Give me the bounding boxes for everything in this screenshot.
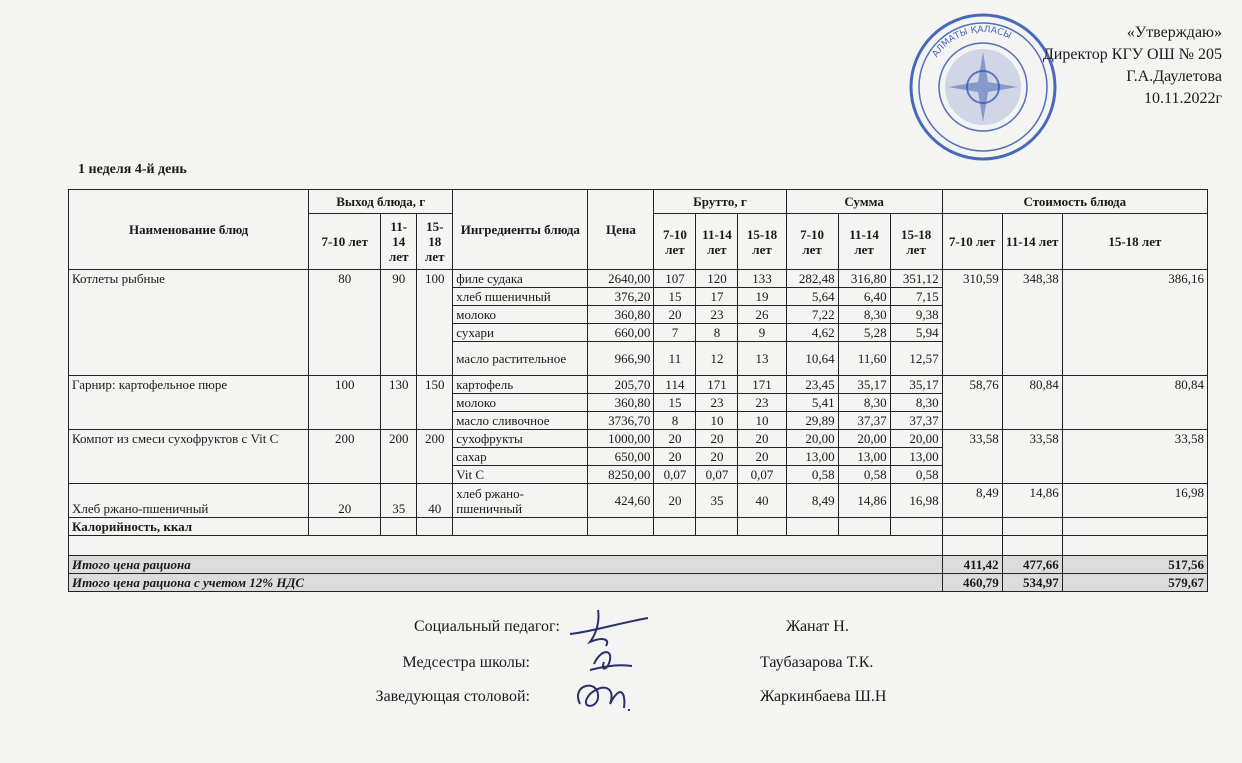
signature-role: Социальный педагог:: [413, 618, 560, 635]
ingredient-price: 8250,00: [588, 466, 654, 484]
dish-cost: 33,58: [1062, 430, 1207, 484]
header-sum-age-3: 15-18 лет: [890, 214, 942, 270]
ingredient-sum: 9,38: [890, 306, 942, 324]
dish-output: 200: [417, 430, 453, 484]
ingredient-gross: 171: [696, 376, 738, 394]
dish-name: Гарнир: картофельное пюре: [69, 376, 309, 430]
header-output-age-1: 7-10 лет: [309, 214, 381, 270]
ingredient-sum: 23,45: [786, 376, 838, 394]
ingredient-gross: 10: [738, 412, 786, 430]
approval-block: [962, 22, 1222, 110]
ingredient-gross: 120: [696, 270, 738, 288]
ingredient-name: хлеб пшеничный: [453, 288, 588, 306]
ingredient-name: филе судака: [453, 270, 588, 288]
empty-cell: [738, 518, 786, 536]
ingredient-sum: 37,37: [838, 412, 890, 430]
ingredient-name: сухофрукты: [453, 430, 588, 448]
signature-mark-icon: [560, 674, 650, 718]
ingredient-sum: 351,12: [890, 270, 942, 288]
table-row: [69, 484, 1208, 518]
total-row: [69, 574, 1208, 592]
ingredient-gross: 13: [738, 342, 786, 376]
ingredient-sum: 8,30: [890, 394, 942, 412]
signature-row: [0, 688, 1242, 720]
dish-output: 90: [381, 270, 417, 376]
ingredient-gross: 23: [696, 306, 738, 324]
ingredient-gross: 11: [654, 342, 696, 376]
ingredient-price: 2640,00: [588, 270, 654, 288]
empty-cell: [1002, 518, 1062, 536]
ingredient-price: 205,70: [588, 376, 654, 394]
ingredient-gross: 171: [738, 376, 786, 394]
ingredient-name: Vit C: [453, 466, 588, 484]
dish-name: Хлеб ржано-пшеничный: [69, 484, 309, 518]
dish-output: 35: [381, 484, 417, 518]
ingredient-gross: 8: [654, 412, 696, 430]
calories-row: [69, 518, 1208, 536]
ingredient-gross: 107: [654, 270, 696, 288]
empty-cell: [942, 536, 1002, 556]
dish-output: 20: [309, 484, 381, 518]
ingredient-sum: 0,58: [890, 466, 942, 484]
ingredient-price: 360,80: [588, 306, 654, 324]
ingredient-gross: 17: [696, 288, 738, 306]
table-row: [69, 376, 1208, 394]
approval-line-4: 10.11.2022г: [1144, 90, 1222, 107]
week-label: 1 неделя 4-й день: [78, 162, 187, 177]
ingredient-sum: 13,00: [786, 448, 838, 466]
ingredient-gross: 7: [654, 324, 696, 342]
ingredient-gross: 15: [654, 288, 696, 306]
dish-cost: 348,38: [1002, 270, 1062, 376]
ingredient-sum: 37,37: [890, 412, 942, 430]
header-cost-age-3: 15-18 лет: [1062, 214, 1207, 270]
ingredient-gross: 114: [654, 376, 696, 394]
total-label: Итого цена рациона с учетом 12% НДС: [69, 574, 943, 592]
empty-cell: [588, 518, 654, 536]
ingredient-sum: 7,22: [786, 306, 838, 324]
ingredient-sum: 13,00: [890, 448, 942, 466]
ingredient-name: молоко: [453, 394, 588, 412]
dish-name: Компот из смеси сухофруктов с Vit C: [69, 430, 309, 484]
header-gross-age-3: 15-18 лет: [738, 214, 786, 270]
ingredient-gross: 20: [654, 430, 696, 448]
empty-cell: [1062, 518, 1207, 536]
ingredient-sum: 10,64: [786, 342, 838, 376]
ingredient-sum: 316,80: [838, 270, 890, 288]
dish-output: 200: [381, 430, 417, 484]
ingredient-sum: 12,57: [890, 342, 942, 376]
ingredient-name: масло сливочное: [453, 412, 588, 430]
empty-cell: [453, 518, 588, 536]
header-gross-age-2: 11-14 лет: [696, 214, 738, 270]
ingredient-sum: 35,17: [890, 376, 942, 394]
ingredient-gross: 20: [738, 448, 786, 466]
ingredient-gross: 20: [654, 448, 696, 466]
ingredient-price: 650,00: [588, 448, 654, 466]
calories-label: Калорийность, ккал: [69, 518, 309, 536]
ingredient-gross: 23: [696, 394, 738, 412]
total-value: 460,79: [942, 574, 1002, 592]
ingredient-sum: 8,49: [786, 484, 838, 518]
ingredient-sum: 29,89: [786, 412, 838, 430]
header-gross-age-1: 7-10 лет: [654, 214, 696, 270]
dish-output: 80: [309, 270, 381, 376]
ingredient-gross: 20: [738, 430, 786, 448]
ingredient-name: картофель: [453, 376, 588, 394]
ingredient-gross: 133: [738, 270, 786, 288]
header-gross: Брутто, г: [654, 190, 786, 214]
dish-cost: 33,58: [1002, 430, 1062, 484]
empty-cell: [838, 518, 890, 536]
signature-role: Заведующая столовой:: [375, 688, 530, 705]
empty-cell: [654, 518, 696, 536]
ingredient-gross: 23: [738, 394, 786, 412]
ingredient-price: 1000,00: [588, 430, 654, 448]
ingredient-gross: 35: [696, 484, 738, 518]
ingredient-price: 966,90: [588, 342, 654, 376]
approval-line-2: Директор КГУ ОШ № 205: [1042, 46, 1222, 63]
empty-cell: [381, 518, 417, 536]
ingredient-sum: 0,58: [786, 466, 838, 484]
ingredient-sum: 5,64: [786, 288, 838, 306]
ingredient-sum: 7,15: [890, 288, 942, 306]
dish-name: Котлеты рыбные: [69, 270, 309, 376]
approval-line-3: Г.А.Даулетова: [1126, 68, 1222, 85]
ingredient-price: 3736,70: [588, 412, 654, 430]
dish-output: 100: [309, 376, 381, 430]
ingredient-price: 660,00: [588, 324, 654, 342]
ingredient-name: хлеб ржано-пшеничный: [453, 484, 588, 518]
ingredient-sum: 5,41: [786, 394, 838, 412]
ingredient-sum: 11,60: [838, 342, 890, 376]
header-cost: Стоимость блюда: [942, 190, 1207, 214]
ingredient-gross: 20: [654, 306, 696, 324]
dish-cost: 310,59: [942, 270, 1002, 376]
header-sum-age-1: 7-10 лет: [786, 214, 838, 270]
ingredient-sum: 8,30: [838, 394, 890, 412]
ingredient-gross: 0,07: [738, 466, 786, 484]
empty-cell: [890, 518, 942, 536]
menu-body: [69, 270, 1208, 592]
ingredient-name: молоко: [453, 306, 588, 324]
ingredient-gross: 19: [738, 288, 786, 306]
ingredient-name: сахар: [453, 448, 588, 466]
empty-cell: [942, 518, 1002, 536]
total-label: Итого цена рациона: [69, 556, 943, 574]
header-cost-age-1: 7-10 лет: [942, 214, 1002, 270]
table-row: [69, 270, 1208, 288]
ingredient-price: 376,20: [588, 288, 654, 306]
ingredient-sum: 5,94: [890, 324, 942, 342]
total-row: [69, 556, 1208, 574]
total-value: 477,66: [1002, 556, 1062, 574]
ingredient-sum: 13,00: [838, 448, 890, 466]
header-ingredients: Ингредиенты блюда: [453, 190, 588, 270]
dish-cost: 80,84: [1062, 376, 1207, 430]
signature-name: Жаркинбаева Ш.Н: [760, 688, 887, 705]
header-output: Выход блюда, г: [309, 190, 453, 214]
empty-cell: [417, 518, 453, 536]
ingredient-name: масло растительное: [453, 342, 588, 376]
ingredient-gross: 20: [654, 484, 696, 518]
ingredient-sum: 14,86: [838, 484, 890, 518]
ingredient-sum: 16,98: [890, 484, 942, 518]
ingredient-sum: 20,00: [786, 430, 838, 448]
approval-line-1: «Утверждаю»: [1126, 24, 1222, 41]
signature-name: Жанат Н.: [786, 618, 849, 635]
seal-text: АЛМАТЫ ҚАЛАСЫ: [930, 24, 1013, 60]
dish-cost: 14,86: [1002, 484, 1062, 518]
total-value: 411,42: [942, 556, 1002, 574]
header-sum: Сумма: [786, 190, 942, 214]
ingredient-gross: 10: [696, 412, 738, 430]
ingredient-sum: 20,00: [838, 430, 890, 448]
header-price: Цена: [588, 190, 654, 270]
ingredient-gross: 20: [696, 448, 738, 466]
ingredient-sum: 6,40: [838, 288, 890, 306]
dish-cost: 80,84: [1002, 376, 1062, 430]
ingredient-gross: 9: [738, 324, 786, 342]
ingredient-sum: 8,30: [838, 306, 890, 324]
table-row: [69, 430, 1208, 448]
ingredient-gross: 8: [696, 324, 738, 342]
ingredient-sum: 35,17: [838, 376, 890, 394]
dish-cost: 8,49: [942, 484, 1002, 518]
ingredient-gross: 40: [738, 484, 786, 518]
empty-cell: [786, 518, 838, 536]
header-output-age-2: 11-14 лет: [381, 214, 417, 270]
ingredient-price: 424,60: [588, 484, 654, 518]
header-cost-age-2: 11-14 лет: [1002, 214, 1062, 270]
empty-cell: [309, 518, 381, 536]
ingredient-sum: 282,48: [786, 270, 838, 288]
ingredient-gross: 0,07: [654, 466, 696, 484]
ingredient-gross: 0,07: [696, 466, 738, 484]
total-value: 517,56: [1062, 556, 1207, 574]
menu-table: [68, 189, 1208, 592]
dish-cost: 16,98: [1062, 484, 1207, 518]
dish-output: 100: [417, 270, 453, 376]
ingredient-sum: 0,58: [838, 466, 890, 484]
ingredient-sum: 20,00: [890, 430, 942, 448]
header-name: Наименование блюд: [69, 190, 309, 270]
signature-name: Таубазарова Т.К.: [760, 654, 874, 671]
ingredient-gross: 26: [738, 306, 786, 324]
dish-output: 200: [309, 430, 381, 484]
header-output-age-3: 15-18 лет: [417, 214, 453, 270]
signature-role: Медсестра школы:: [402, 654, 530, 671]
total-value: 534,97: [1002, 574, 1062, 592]
empty-cell: [696, 518, 738, 536]
empty-cell: [1062, 536, 1207, 556]
dish-output: 40: [417, 484, 453, 518]
ingredient-sum: 4,62: [786, 324, 838, 342]
empty-cell: [69, 536, 943, 556]
total-value: 579,67: [1062, 574, 1207, 592]
ingredient-gross: 20: [696, 430, 738, 448]
ingredient-price: 360,80: [588, 394, 654, 412]
dish-output: 130: [381, 376, 417, 430]
empty-cell: [1002, 536, 1062, 556]
ingredient-gross: 12: [696, 342, 738, 376]
header-sum-age-2: 11-14 лет: [838, 214, 890, 270]
ingredient-sum: 5,28: [838, 324, 890, 342]
spacer-row: [69, 536, 1208, 556]
dish-cost: 33,58: [942, 430, 1002, 484]
dish-cost: 386,16: [1062, 270, 1207, 376]
ingredient-name: сухари: [453, 324, 588, 342]
ingredient-gross: 15: [654, 394, 696, 412]
dish-output: 150: [417, 376, 453, 430]
dish-cost: 58,76: [942, 376, 1002, 430]
